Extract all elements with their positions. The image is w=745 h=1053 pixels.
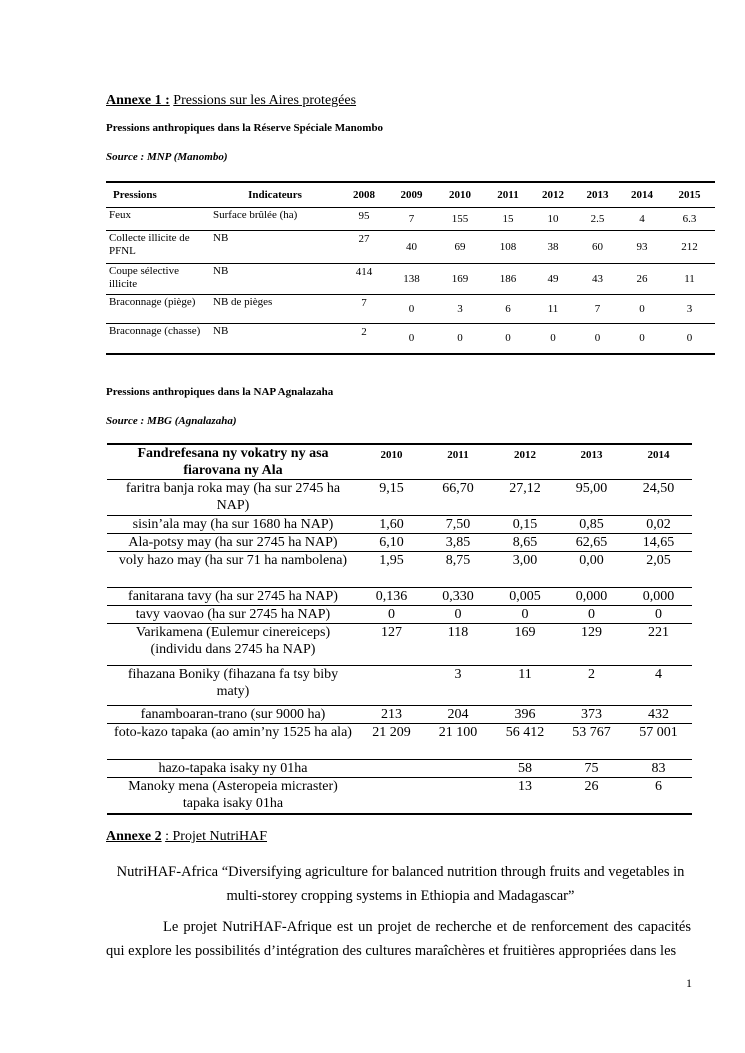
table2-row xyxy=(107,480,692,516)
table2-cell: 0 xyxy=(388,607,395,622)
table1-cell: 93 xyxy=(636,240,648,253)
annex1-label: Annexe 1 : xyxy=(106,93,170,108)
table1-cell: 26 xyxy=(636,272,648,285)
table2-cell: 118 xyxy=(447,625,469,640)
table1-cell: 7 xyxy=(361,297,367,309)
table2-cell: Varikamena (Eulemur cinereiceps) (individu dans 2745 ha NAP) xyxy=(135,625,331,657)
table2-row xyxy=(107,666,692,706)
annex2-label: Annexe 2 xyxy=(106,829,162,844)
table2-source: Source : MBG (Agnalazaha) xyxy=(106,415,237,427)
table2-cell: 3,00 xyxy=(512,553,538,568)
table1-cell: NB xyxy=(213,265,229,277)
table1-header-cell: 2010 xyxy=(435,182,485,208)
table2-cell: 66,70 xyxy=(442,481,474,496)
table2-header-cell: 2010 xyxy=(380,449,403,461)
table1-cell: 0 xyxy=(639,331,645,344)
table2-cell: 127 xyxy=(381,625,402,640)
table2-cell: 83 xyxy=(651,761,666,776)
table1-cell: 2.5 xyxy=(590,212,605,225)
table1-cell: 138 xyxy=(403,272,420,285)
table2-cell: 21 100 xyxy=(438,725,478,740)
table1-cell: 43 xyxy=(592,272,603,285)
table1-cell: 0 xyxy=(686,331,693,344)
table2-cell: 27,12 xyxy=(509,481,541,496)
table2-cell: Manoky mena (Asteropeia micraster) tapaka isaky 01ha xyxy=(128,779,338,811)
table2-cell: 0,136 xyxy=(375,589,408,604)
table2-cell: 26 xyxy=(584,779,599,794)
table2-cell xyxy=(359,778,424,814)
table2-row xyxy=(107,516,692,534)
table1-cell: 60 xyxy=(592,240,603,253)
table1-cell: 2 xyxy=(361,326,367,338)
table1-header-row xyxy=(106,182,715,208)
table2-cell: 56 412 xyxy=(505,725,545,740)
table1-row xyxy=(106,208,715,231)
table2-row xyxy=(107,624,692,666)
table2-cell: 6 xyxy=(655,779,662,794)
table1-cell: 38 xyxy=(547,240,559,253)
table1-cell: 0 xyxy=(408,302,415,315)
table2-cell: 62,65 xyxy=(575,535,608,550)
table1-row xyxy=(106,295,715,324)
table2-cell: fanamboaran-trano (sur 9000 ha) xyxy=(140,707,326,722)
page-number: 1 xyxy=(686,976,692,990)
table2-cell: 0,15 xyxy=(512,517,538,532)
table2-row xyxy=(107,534,692,552)
table1-cell: 69 xyxy=(454,240,466,253)
table1-header-cell: Pressions xyxy=(106,182,210,208)
agnalazaha-pressures-table xyxy=(107,443,692,815)
table2-cell: 2,05 xyxy=(646,553,671,568)
table1-row xyxy=(106,264,715,295)
table2-cell: 8,75 xyxy=(445,553,471,568)
table2-cell: 3 xyxy=(454,667,462,682)
table1-header-cell: 2013 xyxy=(575,182,620,208)
table2-cell: 373 xyxy=(581,707,602,722)
table2-cell: fihazana Boniky (fihazana fa tsy biby maty) xyxy=(127,667,339,699)
table1-cell: 0 xyxy=(408,331,415,344)
table2-cell: 24,50 xyxy=(642,481,675,496)
table1-header-cell: 2011 xyxy=(485,182,531,208)
table2-cell: hazo-tapaka isaky ny 01ha xyxy=(158,761,308,776)
table2-cell: 75 xyxy=(584,761,599,776)
table2-cell: 0,005 xyxy=(509,589,541,604)
table2-cell: 0 xyxy=(655,607,662,622)
table2-cell: 0,330 xyxy=(442,589,474,604)
table2-cell: 3,85 xyxy=(445,535,471,550)
table1-cell: 0 xyxy=(550,331,556,344)
table1-header-cell: 2015 xyxy=(664,182,715,208)
table1-cell: 169 xyxy=(451,272,469,285)
table1-cell: Braconnage (chasse) xyxy=(109,325,201,337)
table2-cell: Ala-potsy may (ha sur 2745 ha NAP) xyxy=(128,535,338,550)
table1-header-cell: 2012 xyxy=(531,182,575,208)
table2-cell: 57 001 xyxy=(639,725,678,740)
annex1-title: Pressions sur les Aires protegées xyxy=(173,93,357,108)
table1-cell: NB de pièges xyxy=(213,296,273,308)
table1-cell: Surface brûlée (ha) xyxy=(213,209,298,221)
table1-cell: NB xyxy=(213,325,229,337)
table2-cell: 0,02 xyxy=(646,517,671,532)
table2-cell: voly hazo may (ha sur 71 ha nambolena) xyxy=(118,553,348,568)
table2-cell: foto-kazo tapaka (ao amin’ny 1525 ha ala) xyxy=(114,725,352,740)
table2-cell: 0,85 xyxy=(579,517,604,532)
table1-cell: 11 xyxy=(684,272,695,285)
table1-cell: 108 xyxy=(499,240,517,253)
annex2-title: : Projet NutriHAF xyxy=(165,829,268,844)
table2-cell: 129 xyxy=(581,625,602,640)
table2-cell: faritra banja roka may (ha sur 2745 ha NAP) xyxy=(125,481,341,513)
table2-cell: 6,10 xyxy=(379,535,404,550)
table2-cell: 432 xyxy=(648,707,669,722)
table2-header-cell: 2014 xyxy=(647,449,670,461)
table2-cell: tavy vaovao (ha sur 2745 ha NAP) xyxy=(135,607,331,622)
project-paragraph: Le projet NutriHAF-Afrique est un projet de recherche et de renforcement des capacités qui explore les possibilités d’intégration des cultures maraîchères et fruitières appropriées dans les xyxy=(106,919,691,959)
table2-header-cell: Fandrefesana ny vokatry ny asa fiarovana ny Ala xyxy=(137,446,329,478)
table1-row xyxy=(106,231,715,264)
table2-cell: 0,00 xyxy=(579,553,604,568)
table2-cell: 9,15 xyxy=(379,481,404,496)
table1-cell: 212 xyxy=(681,240,698,253)
table2-cell: 8,65 xyxy=(512,535,538,550)
table2-cell: 13 xyxy=(518,779,532,794)
table2-row xyxy=(107,706,692,724)
table1-cell: 414 xyxy=(355,266,373,278)
table1-cell: 3 xyxy=(457,302,463,315)
table2-cell: 0 xyxy=(454,607,462,622)
table1-cell: 0 xyxy=(594,331,601,344)
table2-row xyxy=(107,778,692,814)
table1-cell: 7 xyxy=(594,302,601,315)
table1-cell: 186 xyxy=(499,272,517,285)
table1-cell: 6 xyxy=(505,302,511,315)
table2-cell: 0,000 xyxy=(642,589,675,604)
table1-row xyxy=(106,324,715,354)
table2-cell: sisin’ala may (ha sur 1680 ha NAP) xyxy=(132,517,334,532)
table2-row xyxy=(107,588,692,606)
table2-row xyxy=(107,760,692,778)
table2-cell: 21 209 xyxy=(372,725,411,740)
table2-header-cell: 2013 xyxy=(580,449,603,461)
table2-header-cell: 2012 xyxy=(514,449,536,461)
table1-header-cell: 2008 xyxy=(340,182,388,208)
table1-header-cell: Indicateurs xyxy=(210,182,340,208)
table1-header-cell: 2009 xyxy=(388,182,435,208)
table2-cell: 7,50 xyxy=(445,517,471,532)
table1-cell: 0 xyxy=(505,331,511,344)
table2-cell: 213 xyxy=(381,707,402,722)
table2-header-cell: 2011 xyxy=(447,449,469,461)
table1-cell: 15 xyxy=(502,212,514,225)
table1-cell: 0 xyxy=(639,302,645,315)
table2-cell: fanitarana tavy (ha sur 2745 ha NAP) xyxy=(128,589,338,604)
table2-cell: 58 xyxy=(518,761,532,776)
table2-row xyxy=(107,724,692,760)
project-title: NutriHAF-Africa “Diversifying agriculture for balanced nutrition through fruits and vegetables in multi-storey cropping systems in Ethiopia and Madagascar” xyxy=(116,864,685,904)
table2-cell xyxy=(424,778,492,814)
table2-cell: 1,60 xyxy=(379,517,404,532)
table2-cell: 53 767 xyxy=(572,725,611,740)
table1-cell: Braconnage (piège) xyxy=(109,296,196,308)
table1-cell: 40 xyxy=(406,240,417,253)
table2-cell: 11 xyxy=(518,667,532,682)
table1-cell: 6.3 xyxy=(682,212,697,225)
table2-cell: 221 xyxy=(648,625,669,640)
table1-cell: 0 xyxy=(457,331,463,344)
table1-cell: NB xyxy=(213,232,229,244)
table1-header-cell: 2014 xyxy=(620,182,664,208)
table2-cell: 95,00 xyxy=(575,481,608,496)
table2-cell: 4 xyxy=(655,667,662,682)
table2-cell xyxy=(359,666,424,706)
table2-header-row xyxy=(107,444,692,480)
manombo-pressures-table xyxy=(106,181,715,355)
table2-cell: 0,000 xyxy=(575,589,608,604)
table1-cell: 49 xyxy=(547,272,559,285)
table1-cell: 7 xyxy=(408,212,415,225)
table1-source: Source : MNP (Manombo) xyxy=(106,151,228,163)
table1-cell: 155 xyxy=(451,212,469,225)
table2-cell: 169 xyxy=(514,625,536,640)
table2-cell: 0 xyxy=(521,607,529,622)
table2-row xyxy=(107,552,692,588)
table2-cell xyxy=(424,760,492,778)
table1-cell: 10 xyxy=(547,212,559,225)
table1-cell: Collecte illicite de PFNL xyxy=(109,232,190,257)
table2-subtitle: Pressions anthropiques dans la NAP Agnalazaha xyxy=(106,386,334,398)
annex2-heading xyxy=(106,829,267,845)
table1-cell: 95 xyxy=(358,210,370,222)
table2-cell: 0 xyxy=(588,607,595,622)
table1-cell: 27 xyxy=(358,233,370,245)
table1-subtitle: Pressions anthropiques dans la Réserve Spéciale Manombo xyxy=(106,122,384,134)
table2-cell: 1,95 xyxy=(379,553,404,568)
table1-cell: Feux xyxy=(109,209,131,221)
table2-cell xyxy=(359,760,424,778)
table1-cell: 11 xyxy=(547,302,559,315)
annex1-heading xyxy=(106,93,356,109)
table2-cell: 14,65 xyxy=(642,535,675,550)
table2-cell: 2 xyxy=(588,667,595,682)
table1-cell: 4 xyxy=(639,212,645,225)
table2-row xyxy=(107,606,692,624)
table1-cell: 3 xyxy=(686,302,693,315)
table2-cell: 204 xyxy=(447,707,469,722)
table1-cell: Coupe sélective illicite xyxy=(109,265,179,290)
table2-cell: 396 xyxy=(514,707,536,722)
